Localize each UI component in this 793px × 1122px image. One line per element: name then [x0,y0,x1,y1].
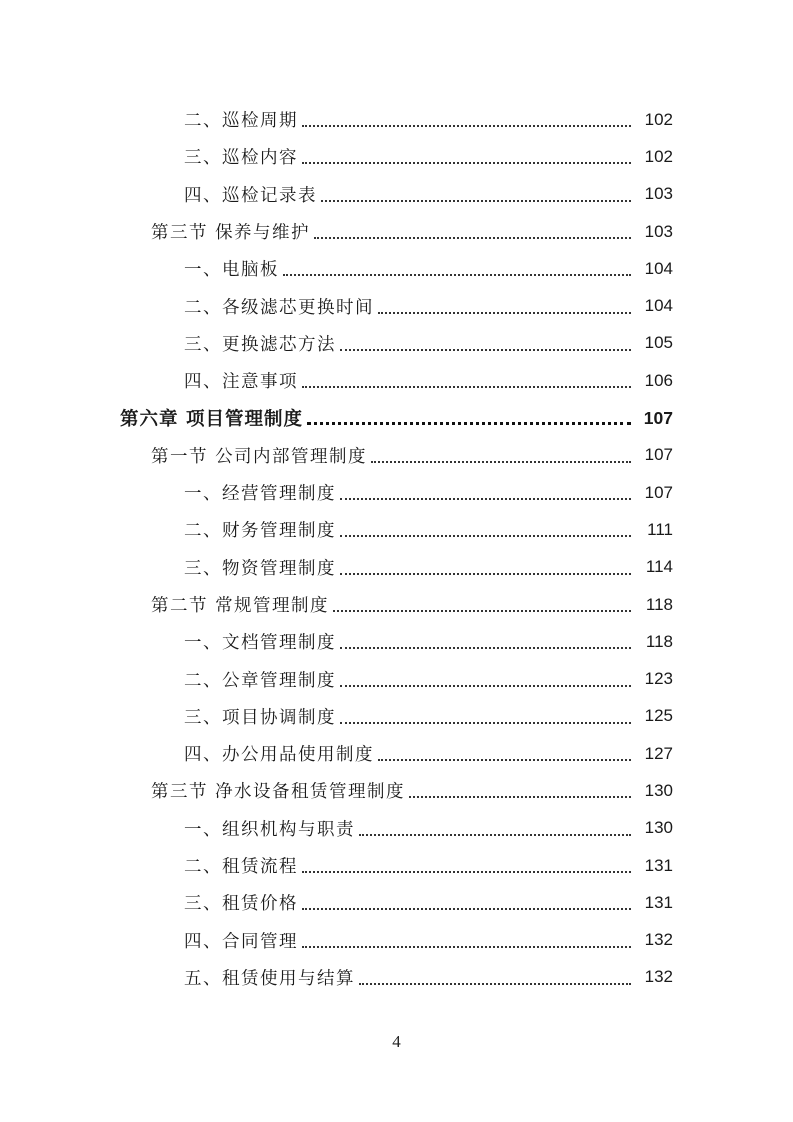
toc-entry[interactable] [0,250,793,287]
dot-leader [340,497,631,500]
toc-page-number: 107 [643,407,673,428]
toc-entry[interactable] [0,474,793,511]
toc-entry[interactable] [0,810,793,847]
toc-entry-title: 三、物资管理制度 [184,558,336,579]
toc-entry-title: 三、巡检内容 [184,148,298,169]
dot-leader [302,907,631,910]
dot-leader [359,982,631,985]
toc-entry[interactable] [0,101,793,138]
dot-leader [307,421,631,425]
toc-section-entry[interactable] [0,586,793,623]
dot-leader [378,758,631,761]
dot-leader [340,684,631,687]
toc-page-number: 132 [644,930,673,950]
toc-entry[interactable] [0,922,793,959]
toc-entry[interactable] [0,623,793,660]
dot-leader [340,721,631,724]
toc-entry-title: 一、组织机构与职责 [184,819,355,840]
dot-leader [378,311,631,314]
toc-entry-title: 二、租赁流程 [184,857,298,878]
toc-entry-title: 三、更换滤芯方法 [184,334,336,355]
dot-leader [409,795,631,798]
toc-page-number: 123 [644,669,673,689]
toc-entry-title: 五、租赁使用与结算 [184,968,355,989]
toc-page-number: 102 [644,109,673,129]
toc-page-number: 131 [644,892,673,912]
toc-entry[interactable] [0,698,793,735]
toc-page-number: 106 [644,370,673,390]
toc-entry[interactable] [0,959,793,996]
toc-page-number: 127 [644,743,673,763]
dot-leader [302,870,631,873]
dot-leader [340,534,631,537]
dot-leader [302,161,631,164]
toc-entry[interactable] [0,735,793,772]
toc-page-number: 102 [644,146,673,166]
dot-leader [340,572,631,575]
toc-entry-title: 一、文档管理制度 [184,633,336,654]
dot-leader [302,945,631,948]
toc-entry-title: 第三节 保养与维护 [151,223,311,244]
toc-entry-title: 第三节 净水设备租赁管理制度 [151,782,406,803]
toc-page-number: 118 [645,594,673,614]
toc-entry[interactable] [0,884,793,921]
toc-page-number: 105 [644,333,673,353]
toc-page-number: 130 [644,780,673,800]
dot-leader [359,833,631,836]
toc-page-number: 130 [644,818,673,838]
dot-leader [333,609,631,612]
toc-entry-title: 一、电脑板 [184,260,279,281]
toc-entry[interactable] [0,362,793,399]
dot-leader [340,646,631,649]
dot-leader [321,199,631,202]
toc-entry-title: 四、巡检记录表 [184,185,317,206]
dot-leader [302,124,631,127]
toc-page-number: 132 [644,967,673,987]
dot-leader [314,236,631,239]
toc-entry-title: 二、各级滤芯更换时间 [184,297,374,318]
toc-entry-title: 第二节 常规管理制度 [151,596,330,616]
toc-entry[interactable] [0,511,793,548]
toc-page-number: 104 [644,258,673,278]
toc-entry[interactable] [0,847,793,884]
toc-entry[interactable] [0,287,793,324]
toc-entry[interactable] [0,549,793,586]
toc-entry-title: 二、巡检周期 [184,111,298,132]
toc-entry-title: 二、公章管理制度 [184,670,336,691]
toc-entry-title: 二、财务管理制度 [184,521,336,542]
toc-entry[interactable] [0,176,793,213]
toc-page-number: 125 [644,706,673,726]
toc-entry-title: 一、经营管理制度 [184,484,336,505]
toc-page-number: 107 [644,482,673,502]
toc-entry-title: 三、租赁价格 [184,894,298,915]
toc-section-entry[interactable] [0,213,793,250]
toc-entry-title: 第一节 公司内部管理制度 [151,446,368,467]
toc-entry-title: 四、注意事项 [184,372,298,393]
dot-leader [283,273,631,276]
toc-page-number: 111 [647,519,673,539]
toc-page-number: 103 [644,184,673,204]
dot-leader [371,460,631,463]
toc-chapter-entry[interactable] [0,399,793,436]
toc-entry-title: 第六章 项目管理制度 [120,409,303,431]
toc-entry[interactable] [0,660,793,697]
page-number: 4 [392,1032,401,1051]
toc-entry-title: 四、办公用品使用制度 [184,745,374,766]
dot-leader [340,348,631,351]
toc-page-number: 104 [644,296,673,316]
dot-leader [302,385,631,388]
toc-entry-title: 四、合同管理 [184,931,298,952]
toc-entry[interactable] [0,138,793,175]
toc-page-number: 118 [645,631,673,651]
toc-entry[interactable] [0,325,793,362]
toc-section-entry[interactable] [0,437,793,474]
toc-entry-title: 三、项目协调制度 [184,707,336,728]
toc-page-number: 114 [645,557,673,577]
table-of-contents [0,101,793,996]
toc-page-number: 131 [644,855,673,875]
toc-page-number: 107 [644,445,673,465]
toc-section-entry[interactable] [0,772,793,809]
toc-page-number: 103 [644,221,673,241]
